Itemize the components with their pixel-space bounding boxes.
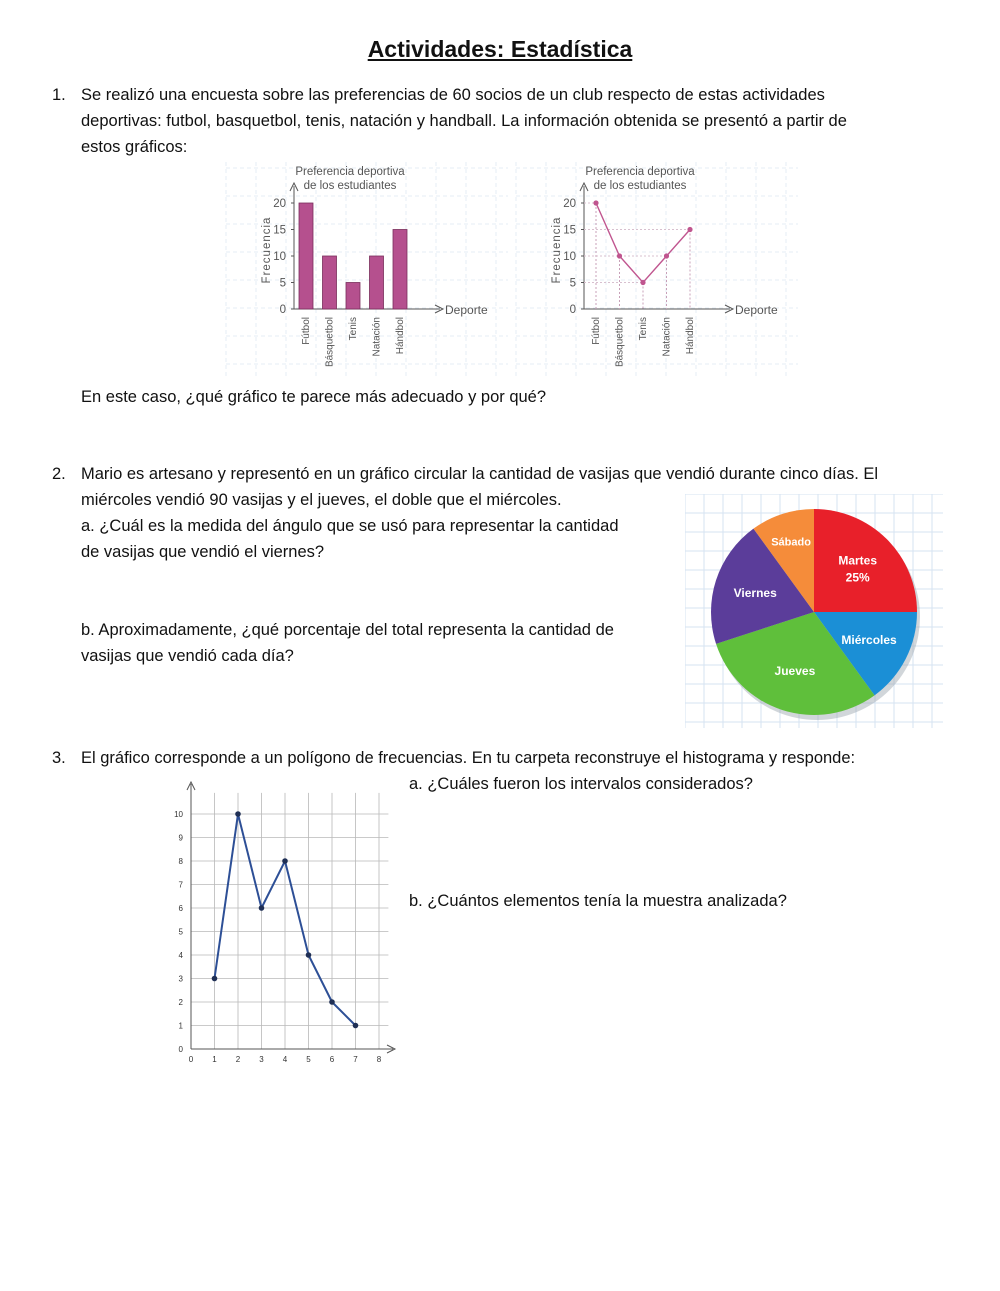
line-chart (512, 158, 808, 380)
line-chart-x-label: Deporte (735, 303, 778, 317)
line-chart-y-tick-label: 15 (563, 224, 576, 237)
freq-point (329, 999, 335, 1005)
pie-slice-label: Martes (838, 553, 878, 568)
freq-y-tick-label: 7 (178, 880, 183, 890)
bar-chart-title-line2: de los estudiantes (303, 180, 397, 192)
freq-point (306, 952, 312, 958)
pie-slice-label: Sábado (771, 536, 811, 549)
q2-text-line1: Mario es artesano y representó en un gráfico circular la cantidad de vasijas que vendió durante cinco días. El (81, 465, 879, 483)
q2-a-line1: a. ¿Cuál es la medida del ángulo que se usó para representar la cantidad (81, 517, 619, 535)
bar-chart-y-tick-label: 15 (273, 224, 286, 237)
q1-text-line1: Se realizó una encuesta sobre las preferencias de 60 socios de un club respecto de estas actividades (81, 86, 825, 104)
q2-part-b (81, 617, 681, 669)
freq-y-tick-label: 10 (174, 810, 183, 819)
bar-chart-bar (370, 256, 384, 309)
bar-chart-category-label: Básquetbol (324, 317, 336, 368)
line-chart-point (640, 280, 645, 285)
bar-chart-y-tick-label: 20 (273, 198, 286, 210)
line-chart-y-tick-label: 0 (569, 304, 576, 316)
freq-point (235, 811, 241, 817)
bar-chart-category-label: Tenis (348, 317, 359, 341)
bar-chart (222, 158, 512, 380)
bar-chart-y-label: Frecuencia (261, 216, 273, 284)
bar-chart-y-tick-label: 0 (279, 304, 286, 316)
pie-slice-value: 25% (845, 570, 870, 585)
bar-chart-bar (323, 256, 337, 309)
line-chart-title-line1: Preferencia deportiva (585, 166, 695, 178)
line-chart-category-label: Tenis (638, 317, 649, 341)
pie-slice-label: Viernes (733, 585, 777, 600)
page-title: Actividades: Estadística (367, 36, 633, 62)
pie-chart (685, 494, 943, 728)
q3-number: 3. (52, 749, 66, 767)
q2-number: 2. (52, 465, 66, 483)
line-chart-category-label: Natación (661, 317, 673, 357)
bar-chart-bar (393, 230, 407, 310)
freq-x-tick-label: 5 (306, 1055, 311, 1064)
freq-point (282, 858, 288, 864)
q1-text-line2: deportivas: futbol, basquetbol, tenis, natación y handball. La información obtenida se presentó a partir de (81, 112, 847, 130)
freq-x-tick-label: 1 (212, 1055, 217, 1064)
freq-y-tick-label: 9 (178, 833, 183, 843)
freq-point (353, 1023, 359, 1029)
bar-chart-category-label: Fútbol (301, 317, 312, 345)
q2-b-line2: vasijas que vendió cada día? (81, 647, 294, 665)
q2-text-line2: miércoles vendió 90 vasijas y el jueves, el doble que el miércoles. (81, 491, 562, 509)
frequency-polygon-chart (155, 778, 400, 1070)
freq-x-tick-label: 2 (235, 1055, 241, 1064)
line-chart-point (664, 253, 669, 258)
line-chart-y-tick-label: 5 (569, 277, 576, 290)
freq-x-tick-label: 8 (376, 1055, 382, 1064)
bar-chart-category-label: Natación (371, 317, 383, 357)
bar-chart-category-label: Hándbol (395, 317, 406, 355)
q1-text (81, 82, 981, 160)
q3-part-a: a. ¿Cuáles fueron los intervalos considerados? (409, 775, 753, 793)
freq-point (212, 976, 218, 982)
freq-point (259, 905, 265, 911)
pie-slice-label: Jueves (774, 663, 816, 678)
pie-slice-label: Miércoles (841, 633, 897, 648)
line-chart-point (593, 200, 598, 205)
bar-chart-y-tick-label: 10 (273, 251, 286, 263)
line-chart-category-label: Básquetbol (614, 317, 626, 368)
q2-a-line2: de vasijas que vendió el viernes? (81, 543, 325, 561)
line-chart-category-label: Fútbol (591, 317, 602, 345)
line-chart-point (687, 227, 692, 232)
line-chart-series-line (596, 203, 690, 283)
freq-x-tick-label: 6 (329, 1055, 335, 1064)
line-chart-title-line2: de los estudiantes (593, 180, 687, 192)
freq-y-tick-label: 2 (178, 998, 183, 1007)
bar-chart-bar (299, 203, 313, 309)
freq-y-tick-label: 0 (178, 1045, 183, 1054)
q1-number: 1. (52, 86, 66, 104)
q2-b-line1: b. Aproximadamente, ¿qué porcentaje del total representa la cantidad de (81, 621, 614, 639)
freq-y-tick-label: 4 (178, 951, 183, 960)
q2-part-a (81, 513, 681, 565)
bar-chart-y-tick-label: 5 (279, 277, 286, 290)
freq-x-tick-label: 7 (353, 1055, 358, 1064)
freq-y-tick-label: 5 (178, 927, 183, 937)
line-chart-y-tick-label: 10 (563, 251, 576, 263)
line-chart-y-label: Frecuencia (551, 216, 563, 284)
line-chart-category-label: Hándbol (685, 317, 696, 355)
line-chart-point (617, 253, 622, 258)
q1-question: En este caso, ¿qué gráfico te parece más adecuado y por qué? (81, 388, 547, 406)
q3-text: El gráfico corresponde a un polígono de frecuencias. En tu carpeta reconstruye el histograma y responde: (81, 749, 856, 767)
bar-chart-x-label: Deporte (445, 303, 488, 317)
line-chart-y-tick-label: 20 (563, 198, 576, 210)
bar-chart-bar (346, 283, 360, 310)
freq-x-tick-label: 0 (188, 1055, 194, 1064)
freq-y-tick-label: 6 (178, 904, 183, 913)
bar-chart-title-line1: Preferencia deportiva (295, 166, 405, 178)
freq-y-tick-label: 1 (178, 1021, 183, 1031)
q1-text-line3: estos gráficos: (81, 138, 188, 156)
freq-y-tick-label: 8 (178, 857, 183, 866)
freq-x-tick-label: 4 (282, 1055, 288, 1064)
q3-part-b: b. ¿Cuántos elementos tenía la muestra analizada? (409, 892, 787, 910)
freq-x-tick-label: 3 (259, 1055, 264, 1064)
freq-y-tick-label: 3 (178, 974, 183, 984)
